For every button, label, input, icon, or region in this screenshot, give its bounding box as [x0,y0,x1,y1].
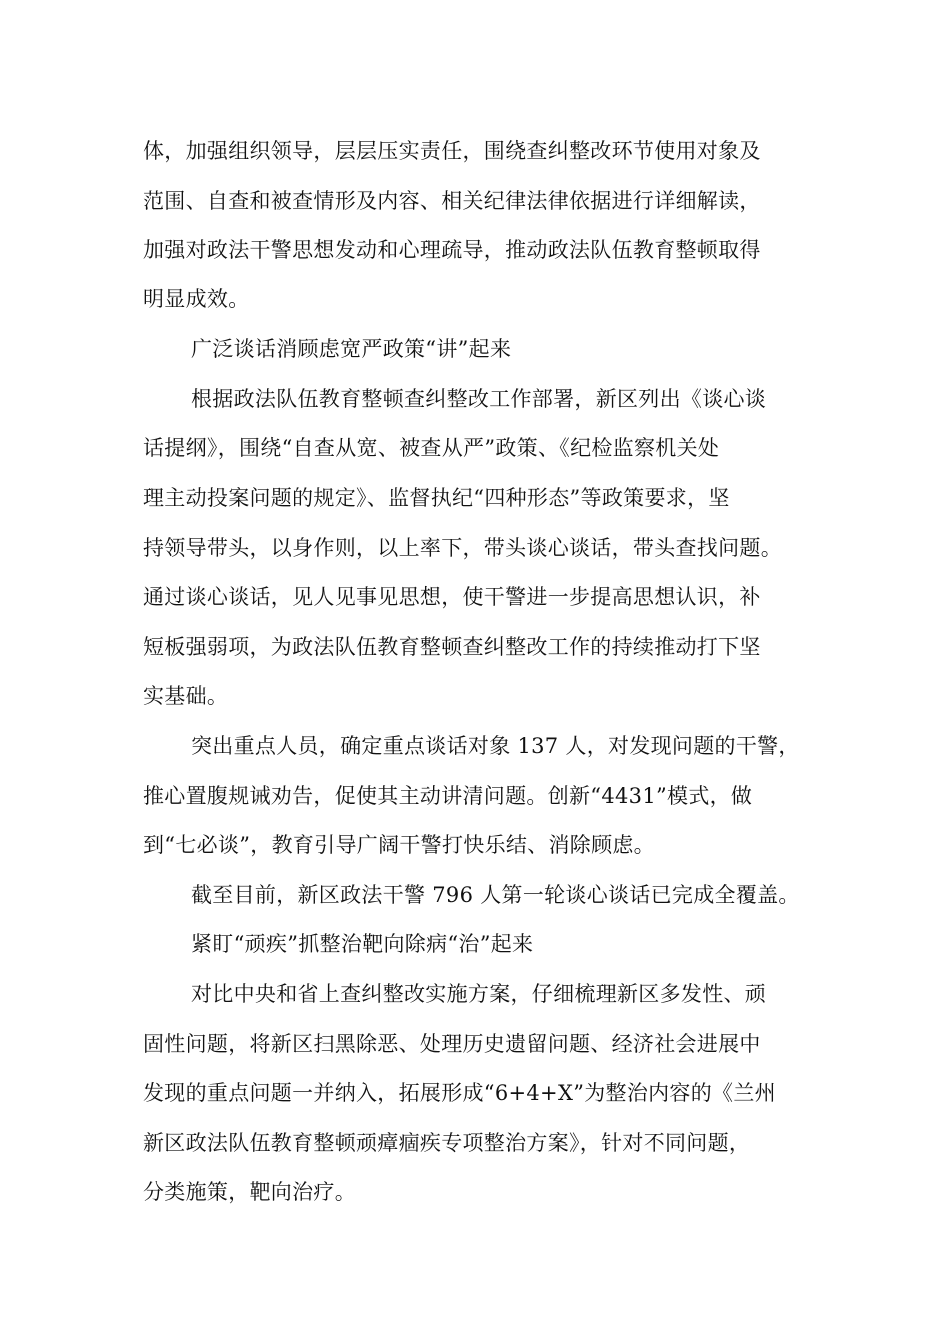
paragraph-line: 加强对政法干警思想发动和心理疏导，推动政法队伍教育整顿取得 [143,238,761,262]
paragraph-line: 发现的重点问题一并纳入，拓展形成“6+4+X”为整治内容的《兰州 [143,1081,776,1105]
paragraph-line: 实基础。 [143,684,229,708]
paragraph-line: 通过谈心谈话，见人见事见思想，使干警进一步提高思想认识，补 [143,585,761,609]
paragraph-line: 对比中央和省上查纠整改实施方案，仔细梳理新区多发性、顽 [191,982,767,1006]
paragraph-line: 固性问题，将新区扫黑除恶、处理历史遗留问题、经济社会进展中 [143,1032,761,1056]
paragraph-line: 短板强弱项，为政法队伍教育整顿查纠整改工作的持续推动打下坚 [143,635,761,659]
paragraph-line: 范围、自查和被查情形及内容、相关纪律法律依据进行详细解读， [143,189,761,213]
paragraph-line: 持领导带头，以身作则，以上率下，带头谈心谈话，带头查找问题。 [143,536,782,560]
paragraph-line: 到“七必谈”，教育引导广阔干警打快乐结、消除顾虑。 [143,833,655,857]
paragraph-line: 明显成效。 [143,287,250,311]
paragraph-line: 体，加强组织领导，层层压实责任，围绕查纠整改环节使用对象及 [143,139,761,163]
paragraph-line: 推心置腹规诫劝告，促使其主动讲清问题。创新“4431”模式，做 [143,784,753,808]
paragraph-line: 分类施策，靶向治疗。 [143,1180,356,1204]
section-heading: 紧盯“顽疾”抓整治靶向除病“治”起来 [191,932,534,956]
paragraph-line: 新区政法队伍教育整顿顽瘴痼疾专项整治方案》，针对不同问题， [143,1131,751,1155]
section-heading: 广泛谈话消顾虑宽严政策“讲”起来 [191,337,512,361]
paragraph-line: 截至目前，新区政法干警 796 人第一轮谈心谈话已完成全覆盖。 [191,883,800,907]
paragraph-line: 话提纲》，围绕“自查从宽、被查从严”政策、《纪检监察机关处 [143,436,720,460]
paragraph-line: 理主动投案问题的规定》、监督执纪“四种形态”等政策要求，坚 [143,486,730,510]
paragraph-line: 根据政法队伍教育整顿查纠整改工作部署，新区列出《谈心谈 [191,387,767,411]
paragraph-line: 突出重点人员，确定重点谈话对象 137 人，对发现问题的干警， [191,734,800,758]
